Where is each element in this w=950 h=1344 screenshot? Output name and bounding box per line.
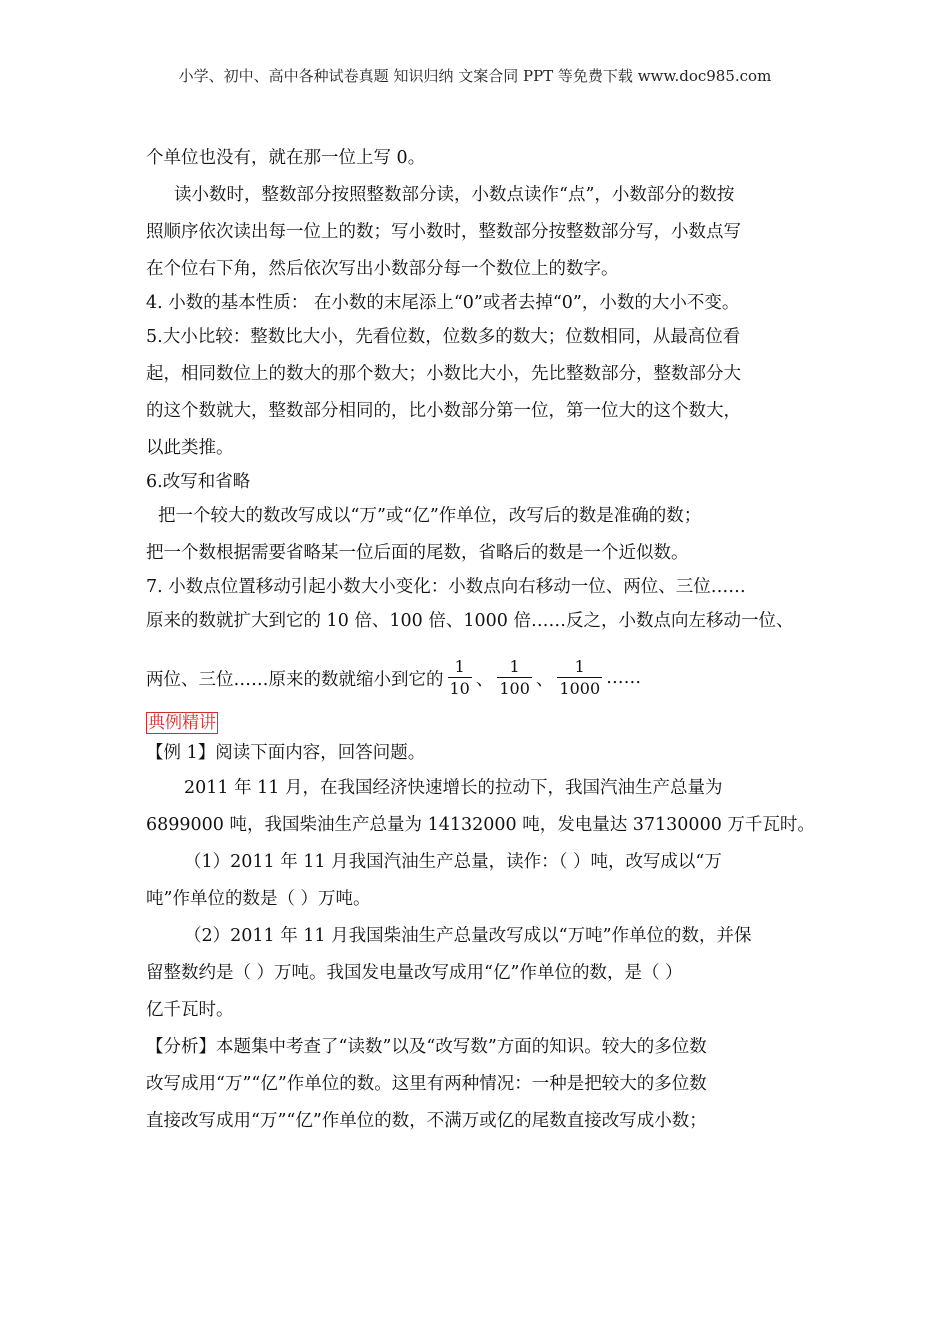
- text-line: 2011 年 11 月，在我国经济快速增长的拉动下，我国汽油生产总量为: [184, 778, 723, 798]
- text-line: 4. 小数的基本性质： 在小数的末尾添上“0”或者去掉“0”，小数的大小不变。: [146, 293, 740, 313]
- analysis-line: 直接改写成用“万”“亿”作单位的数，不满万或亿的尾数直接改写成小数；: [146, 1111, 707, 1131]
- text-line: 7. 小数点位置移动引起小数大小变化：小数点向右移动一位、两位、三位……: [146, 577, 746, 597]
- fraction-line: [146, 650, 818, 706]
- page-header: 小学、初中、高中各种试卷真题 知识归纳 文案合同 PPT 等免费下载 www.doc985.com: [178, 67, 772, 85]
- fraction-numerator: 1: [574, 656, 585, 676]
- separator: 、: [475, 669, 494, 690]
- section-tag-row: [146, 706, 818, 736]
- text-line: 在个位右下角，然后依次写出小数部分每一个数位上的数字。: [146, 259, 619, 279]
- text-line: 个单位也没有，就在那一位上写 0。: [146, 148, 426, 168]
- fraction-denominator: 10: [449, 678, 470, 698]
- fraction-1-100: [497, 657, 532, 700]
- text-line: 把一个数根据需要省略某一位后面的尾数，省略后的数是一个近似数。: [146, 543, 689, 563]
- question-line: 亿千瓦时。: [146, 1000, 234, 1020]
- question-line: 吨”作单位的数是（ ）万吨。: [146, 889, 371, 909]
- fraction-denominator: 100: [499, 678, 530, 698]
- question-line: （1）2011 年 11 月我国汽油生产总量，读作：（ ）吨，改写成以“万: [184, 852, 722, 872]
- text-line: 6.改写和省略: [146, 472, 251, 492]
- text-line: 读小数时，整数部分按照整数部分读，小数点读作“点”，小数部分的数按: [174, 185, 735, 205]
- fraction-1-10: [448, 657, 472, 700]
- text-line: 的这个数就大，整数部分相同的，比小数部分第一位，第一位大的这个数大，: [146, 401, 741, 421]
- fraction-denominator: 1000: [559, 678, 601, 698]
- fraction-1-1000: [557, 657, 602, 700]
- text-segment: 两位、三位……原来的数就缩小到它的: [146, 669, 444, 690]
- text-line: 把一个较大的数改写成以“万”或“亿”作单位，改写后的数是准确的数；: [158, 506, 702, 526]
- ellipsis: ……: [606, 668, 642, 688]
- fraction-numerator: 1: [454, 656, 465, 676]
- separator: 、: [535, 669, 554, 690]
- text-line: 6899000 吨，我国柴油生产总量为 14132000 吨，发电量达 37130000 万千瓦时。: [146, 815, 815, 835]
- question-line: 留整数约是（ ）万吨。我国发电量改写成用“亿”作单位的数，是（ ）: [146, 963, 683, 983]
- example-title: 【例 1】阅读下面内容，回答问题。: [146, 743, 426, 763]
- analysis-line: 改写成用“万”“亿”作单位的数。这里有两种情况：一种是把较大的多位数: [146, 1074, 707, 1094]
- analysis-line: 【分析】本题集中考查了“读数”以及“改写数”方面的知识。较大的多位数: [146, 1037, 707, 1057]
- text-line: 以此类推。: [146, 438, 234, 458]
- section-tag: 典例精讲: [148, 713, 216, 733]
- text-line: 起，相同数位上的数大的那个数大；小数比大小，先比整数部分，整数部分大: [146, 364, 741, 384]
- document-body: [146, 140, 818, 1140]
- fraction-numerator: 1: [509, 656, 520, 676]
- question-line: （2）2011 年 11 月我国柴油生产总量改写成以“万吨”作单位的数，并保: [184, 926, 752, 946]
- text-line: 原来的数就扩大到它的 10 倍、100 倍、1000 倍……反之，小数点向左移动一位、: [146, 611, 794, 631]
- text-line: 5.大小比较：整数比大小，先看位数，位数多的数大；位数相同，从最高位看: [146, 327, 741, 347]
- text-line: 照顺序依次读出每一位上的数；写小数时，整数部分按整数部分写，小数点写: [146, 222, 741, 242]
